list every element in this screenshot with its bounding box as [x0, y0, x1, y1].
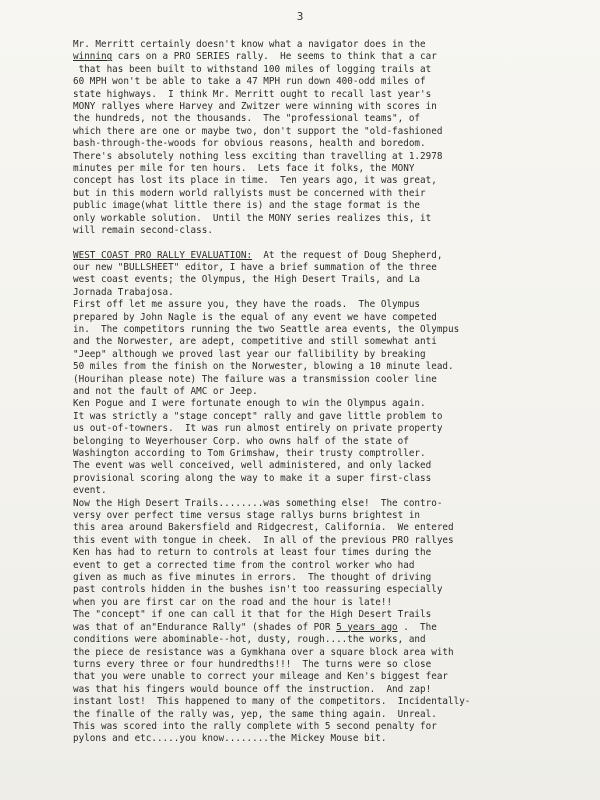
text-line — [73, 138, 600, 150]
text-segment: Ken Pogue and I were fortunate enough to win the Olympus again. — [73, 398, 426, 410]
text-line — [73, 287, 600, 299]
text-segment: Ken has had to return to controls at least four times during the — [73, 547, 432, 559]
underlined-text: 5 years ago — [336, 621, 398, 633]
text-line — [73, 250, 600, 262]
text-segment: There's absolutely nothing less exciting than travelling at 1.2978 — [73, 150, 443, 162]
typed-text-body — [73, 39, 600, 746]
text-line — [73, 634, 600, 646]
text-segment: Mr. Merritt certainly doesn't know what a navigator does in the — [73, 39, 426, 50]
text-line — [73, 647, 600, 659]
text-line — [73, 398, 600, 410]
text-line — [73, 386, 600, 398]
text-line — [73, 64, 600, 76]
text-line — [73, 584, 600, 596]
text-segment: past controls hidden in the bushes isn't too reassuring especially — [73, 584, 443, 596]
text-segment: but in this modern world rallyists must be concerned with their — [73, 187, 426, 199]
text-segment: and the Norwester, are adept, competitive and still somewhat anti — [73, 336, 437, 348]
text-segment: First off let me assure you, they have the roads. The Olympus — [73, 299, 421, 311]
text-line — [73, 39, 600, 51]
text-segment: in. The competitors running the two Seattle area events, the Olympus — [73, 323, 460, 335]
text-line — [73, 684, 600, 696]
text-segment: . The — [397, 621, 437, 633]
text-segment: Now the High Desert Trails........was something else! The contro- — [73, 497, 443, 509]
text-segment: this area around Bakersfield and Ridgecrest, California. We entered — [73, 522, 454, 534]
page-number: 3 — [296, 10, 304, 23]
text-segment: the piece de resistance was a Gymkhana over a square block area with — [73, 646, 454, 658]
text-line — [73, 113, 600, 125]
text-line — [73, 175, 600, 187]
text-line — [73, 448, 600, 460]
text-line — [73, 609, 600, 621]
text-segment: public image(what little there is) and the stage format is the — [73, 200, 421, 212]
text-line — [73, 498, 600, 510]
underlined-text: WEST COAST PRO RALLY EVALUATION: — [73, 249, 253, 261]
text-segment: that has been built to withstand 100 miles of logging trails at — [73, 63, 432, 75]
text-line — [73, 213, 600, 225]
text-segment: given as much as five minutes in errors. The thought of driving — [73, 572, 432, 584]
text-line — [73, 349, 600, 361]
text-segment: "Jeep" although we proved last year our fallibility by breaking — [73, 348, 426, 360]
text-line — [73, 709, 600, 721]
text-line — [73, 151, 600, 163]
text-line — [73, 485, 600, 497]
text-segment: was that of an"Endurance Rally" (shades of POR — [73, 621, 337, 633]
text-segment: instant lost! This happened to many of the competitors. Incidentally- — [73, 696, 471, 708]
text-segment: conditions were abominable--hot, dusty, rough....the works, and — [73, 634, 426, 646]
text-line — [73, 188, 600, 200]
text-segment: only workable solution. Until the MONY series realizes this, it — [73, 212, 432, 224]
text-line — [73, 547, 600, 559]
text-segment: turns every three or four hundredths!!! The turns were so close — [73, 658, 432, 670]
text-line — [73, 733, 600, 745]
text-segment: MONY rallyes where Harvey and Zwitzer were winning with scores in — [73, 101, 437, 113]
text-segment: our new "BULLSHEET" editor, I have a brief summation of the three — [73, 261, 437, 273]
text-line — [73, 101, 600, 113]
text-line — [73, 411, 600, 423]
text-line — [73, 721, 600, 733]
text-line — [73, 473, 600, 485]
text-line — [73, 622, 600, 634]
text-line — [73, 299, 600, 311]
text-line — [73, 460, 600, 472]
text-segment: cars on a PRO SERIES rally. He seems to think that a car — [112, 51, 437, 63]
text-segment: 60 MPH won't be able to take a 47 MPH run down 400-odd miles of — [73, 76, 426, 88]
text-line — [73, 436, 600, 448]
text-line — [73, 312, 600, 324]
text-segment: This was scored into the rally complete with 5 second penalty for — [73, 720, 437, 732]
text-segment: will remain second-class. — [73, 225, 213, 237]
text-line — [73, 560, 600, 572]
text-segment: versy over perfect time versus stage rallys burns brightest in — [73, 510, 421, 522]
text-segment: Jornada Trabajosa. — [73, 286, 174, 298]
text-segment: Washington according to Tom Grimshaw, their trusty comptroller. — [73, 448, 426, 459]
text-line — [73, 374, 600, 386]
text-line — [73, 671, 600, 683]
text-line — [73, 659, 600, 671]
text-line — [73, 76, 600, 88]
text-segment: belonging to Weyerhouser Corp. who owns half of the state of — [73, 435, 409, 447]
text-segment: state highways. I think Mr. Merritt ought to recall last year's — [73, 88, 432, 100]
text-segment: was that his fingers would bounce off the instruction. And zap! — [73, 683, 432, 695]
text-segment: It was strictly a "stage concept" rally and gave little problem to — [73, 410, 443, 422]
text-line — [73, 126, 600, 138]
text-line — [73, 423, 600, 435]
text-line — [73, 89, 600, 101]
paragraph — [73, 39, 600, 238]
text-line — [73, 336, 600, 348]
text-segment: when you are first car on the road and the hour is late!! — [73, 596, 393, 608]
text-line — [73, 274, 600, 286]
text-line — [73, 361, 600, 373]
text-line — [73, 696, 600, 708]
text-segment: At the request of Doug Shepherd, — [252, 249, 443, 261]
text-line — [73, 572, 600, 584]
text-segment: and not the fault of AMC or Jeep. — [73, 385, 258, 397]
text-segment: pylons and etc.....you know........the Mickey Mouse bit. — [73, 733, 387, 745]
text-segment: event to get a corrected time from the control worker who had — [73, 559, 415, 571]
text-segment: that you were unable to correct your mileage and Ken's biggest fear — [73, 671, 449, 683]
text-line — [73, 510, 600, 522]
text-segment: the hundreds, not the thousands. The "professional teams", of — [73, 113, 421, 125]
text-segment: (Hourihan please note) The failure was a transmission cooler line — [73, 373, 437, 385]
text-segment: provisional scoring along the way to make it a super first-class — [73, 472, 432, 484]
text-segment: event. — [73, 485, 107, 497]
text-segment: which there are one or maybe two, don't support the "old-fashioned — [73, 125, 443, 137]
text-segment: bash-through-the-woods for obvious reasons, health and boredom. — [73, 138, 426, 150]
text-segment: The "concept" if one can call it that for the High Desert Trails — [73, 609, 432, 621]
text-line — [73, 51, 600, 63]
text-segment: the finalle of the rally was, yep, the same thing again. Unreal. — [73, 708, 437, 720]
text-segment: west coast events; the Olympus, the High Desert Trails, and La — [73, 274, 421, 286]
text-segment: 50 miles from the finish on the Norwester, blowing a 10 minute lead. — [73, 361, 454, 373]
text-line — [73, 262, 600, 274]
text-line — [73, 522, 600, 534]
text-line — [73, 535, 600, 547]
text-segment: The event was well conceived, well administered, and only lacked — [73, 460, 432, 472]
text-line — [73, 597, 600, 609]
text-line — [73, 163, 600, 175]
text-segment: this event with tongue in cheek. In all of the previous PRO rallyes — [73, 534, 454, 546]
text-segment: prepared by John Nagle is the equal of any event we have competed — [73, 311, 437, 323]
text-segment: minutes per mile for ten hours. Lets face it folks, the MONY — [73, 163, 415, 175]
text-segment: concept has lost its place in time. Ten years ago, it was great, — [73, 175, 437, 187]
paragraph — [73, 250, 600, 746]
text-line — [73, 200, 600, 212]
underlined-text: winning — [73, 51, 113, 63]
text-line — [73, 324, 600, 336]
text-line — [73, 225, 600, 237]
text-segment: us out-of-towners. It was run almost entirely on private property — [73, 423, 443, 435]
paragraph-gap — [73, 238, 600, 250]
